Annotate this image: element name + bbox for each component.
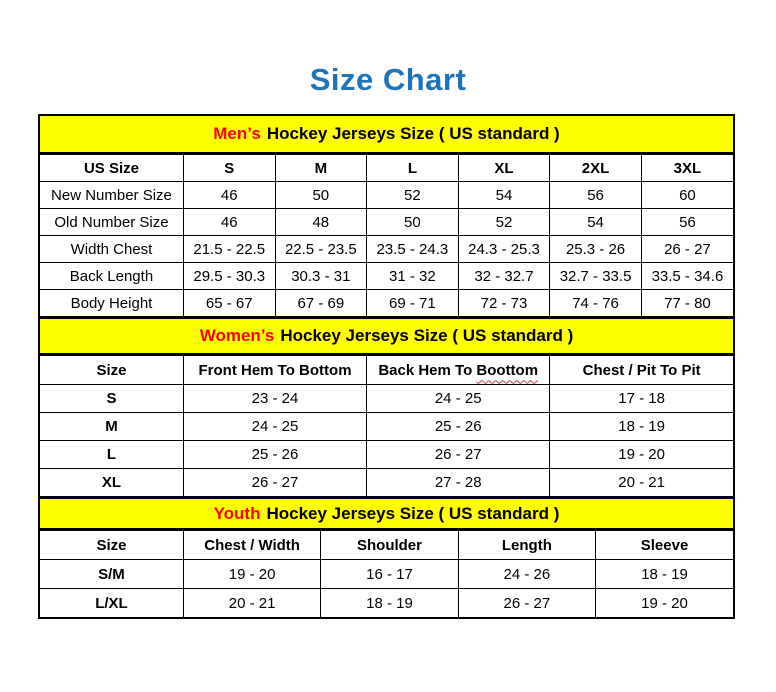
womens-row-label: M	[40, 413, 183, 441]
youth-row-label: L/XL	[40, 589, 183, 618]
womens-row-label: S	[40, 385, 183, 413]
womens-section	[40, 317, 733, 497]
page-title: Size Chart	[309, 62, 467, 97]
mens-cell: 21.5 - 22.5	[183, 236, 275, 263]
youth-cell: 26 - 27	[458, 589, 595, 618]
mens-row	[40, 263, 733, 290]
youth-column-header: Chest / Width	[183, 531, 320, 560]
womens-row	[40, 441, 733, 469]
mens-column-header: L	[367, 155, 459, 182]
mens-cell: 31 - 32	[367, 263, 459, 290]
mens-row	[40, 182, 733, 209]
mens-cell: 30.3 - 31	[275, 263, 367, 290]
youth-cell: 19 - 20	[596, 589, 733, 618]
mens-cell: 50	[367, 209, 459, 236]
mens-row	[40, 236, 733, 263]
mens-cell: 23.5 - 24.3	[367, 236, 459, 263]
womens-column-header	[367, 356, 550, 385]
womens-cell: 26 - 27	[183, 469, 366, 497]
youth-banner	[40, 497, 733, 530]
mens-cell: 65 - 67	[183, 290, 275, 317]
mens-row-label: Old Number Size	[40, 209, 183, 236]
mens-cell: 52	[458, 209, 550, 236]
youth-table	[40, 530, 733, 617]
womens-cell: 17 - 18	[550, 385, 733, 413]
mens-cell: 48	[275, 209, 367, 236]
mens-column-header: 2XL	[550, 155, 642, 182]
mens-cell: 32 - 32.7	[458, 263, 550, 290]
mens-cell: 50	[275, 182, 367, 209]
mens-cell: 46	[183, 182, 275, 209]
womens-column-header: Chest / Pit To Pit	[550, 356, 733, 385]
column-header-text: Back Hem To	[378, 361, 473, 379]
mens-column-header: M	[275, 155, 367, 182]
youth-banner-highlight: Youth	[213, 503, 261, 523]
womens-row	[40, 413, 733, 441]
youth-row-label: S/M	[40, 560, 183, 589]
mens-column-header: 3XL	[641, 155, 733, 182]
mens-banner-highlight: Men’s	[213, 124, 261, 143]
womens-banner-text: Hockey Jerseys Size ( US standard )	[280, 326, 574, 345]
youth-column-header: Size	[40, 531, 183, 560]
youth-row	[40, 560, 733, 589]
womens-column-header: Front Hem To Bottom	[183, 356, 366, 385]
mens-cell: 46	[183, 209, 275, 236]
womens-row	[40, 385, 733, 413]
mens-cell: 74 - 76	[550, 290, 642, 317]
youth-cell: 18 - 19	[321, 589, 458, 618]
mens-cell: 56	[550, 182, 642, 209]
mens-cell: 29.5 - 30.3	[183, 263, 275, 290]
youth-column-header: Sleeve	[596, 531, 733, 560]
mens-row	[40, 209, 733, 236]
womens-cell: 18 - 19	[550, 413, 733, 441]
mens-cell: 69 - 71	[367, 290, 459, 317]
mens-row-label: Back Length	[40, 263, 183, 290]
mens-cell: 32.7 - 33.5	[550, 263, 642, 290]
mens-cell: 54	[458, 182, 550, 209]
womens-row	[40, 469, 733, 497]
womens-table	[40, 355, 733, 497]
womens-row-label: XL	[40, 469, 183, 497]
mens-cell: 60	[641, 182, 733, 209]
youth-header-row	[40, 531, 733, 560]
mens-cell: 25.3 - 26	[550, 236, 642, 263]
womens-column-header: Size	[40, 356, 183, 385]
mens-banner-text: Hockey Jerseys Size ( US standard )	[266, 124, 560, 143]
mens-column-header: US Size	[40, 155, 183, 182]
youth-cell: 19 - 20	[183, 560, 320, 589]
mens-cell: 22.5 - 23.5	[275, 236, 367, 263]
mens-column-header: S	[183, 155, 275, 182]
youth-cell: 24 - 26	[458, 560, 595, 589]
mens-header-row	[40, 155, 733, 182]
womens-cell: 27 - 28	[367, 469, 550, 497]
mens-row-label: Body Height	[40, 290, 183, 317]
womens-cell: 23 - 24	[183, 385, 366, 413]
mens-cell: 26 - 27	[641, 236, 733, 263]
mens-row-label: New Number Size	[40, 182, 183, 209]
womens-cell: 25 - 26	[367, 413, 550, 441]
youth-column-header: Shoulder	[321, 531, 458, 560]
womens-cell: 19 - 20	[550, 441, 733, 469]
womens-cell: 24 - 25	[367, 385, 550, 413]
womens-cell: 24 - 25	[183, 413, 366, 441]
mens-banner	[40, 116, 733, 154]
column-header-misspelled-word: Boottom	[476, 361, 539, 379]
womens-cell: 26 - 27	[367, 441, 550, 469]
womens-cell: 20 - 21	[550, 469, 733, 497]
mens-cell: 54	[550, 209, 642, 236]
size-chart	[38, 114, 735, 619]
youth-cell: 20 - 21	[183, 589, 320, 618]
mens-cell: 77 - 80	[641, 290, 733, 317]
mens-cell: 72 - 73	[458, 290, 550, 317]
mens-row	[40, 290, 733, 317]
mens-row-label: Width Chest	[40, 236, 183, 263]
mens-cell: 24.3 - 25.3	[458, 236, 550, 263]
mens-cell: 33.5 - 34.6	[641, 263, 733, 290]
womens-row-label: L	[40, 441, 183, 469]
mens-cell: 52	[367, 182, 459, 209]
youth-column-header: Length	[458, 531, 595, 560]
womens-banner-highlight: Women’s	[199, 326, 275, 345]
mens-column-header: XL	[458, 155, 550, 182]
mens-section	[40, 116, 733, 317]
youth-banner-text: Hockey Jerseys Size ( US standard )	[266, 503, 560, 523]
youth-cell: 16 - 17	[321, 560, 458, 589]
womens-header-row	[40, 356, 733, 385]
youth-row	[40, 589, 733, 618]
youth-cell: 18 - 19	[596, 560, 733, 589]
mens-cell: 56	[641, 209, 733, 236]
mens-table	[40, 154, 733, 317]
womens-banner	[40, 317, 733, 355]
mens-cell: 67 - 69	[275, 290, 367, 317]
womens-cell: 25 - 26	[183, 441, 366, 469]
youth-section	[40, 497, 733, 617]
